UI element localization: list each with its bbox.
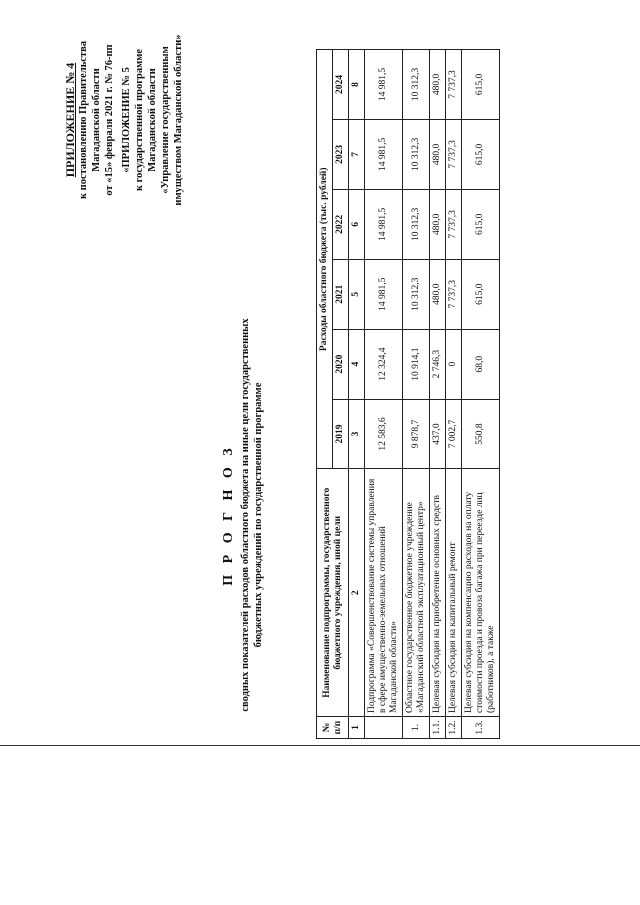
- column-number: 2: [349, 469, 365, 717]
- header-num: № п/п: [317, 717, 349, 739]
- row-num: 1.3.: [462, 717, 500, 739]
- approval-block: [64, 10, 189, 230]
- row-name: Целевая субсидия на приобретение основных средств: [430, 469, 446, 717]
- header-year: 2022: [333, 189, 349, 259]
- row-num: [365, 717, 403, 739]
- row-value: 550,8: [462, 399, 500, 469]
- table-row: [462, 50, 500, 739]
- row-value: 480,0: [430, 50, 446, 120]
- column-number: 1: [349, 717, 365, 739]
- document-subtitle: сводных показателей расходов областного бюджета на иные цели государственных: [240, 318, 251, 712]
- row-value: 14 981,5: [365, 119, 403, 189]
- row-value: 615,0: [462, 259, 500, 329]
- table-row: [403, 50, 430, 739]
- row-value: 10 312,3: [403, 189, 430, 259]
- row-value: 9 878,7: [403, 399, 430, 469]
- table-row: [365, 50, 403, 739]
- column-number: 4: [349, 329, 365, 399]
- row-value: 14 981,5: [365, 50, 403, 120]
- row-value: 480,0: [430, 259, 446, 329]
- approval-line: от «15» февраля 2021 г. № 76-пп: [104, 44, 115, 196]
- row-name: Подпрограмма «Совершенствование системы управления в сфере имущественно-земельных отношений Магаданской области»: [365, 469, 403, 717]
- row-num: 1.: [403, 717, 430, 739]
- row-value: 7 737,3: [446, 259, 462, 329]
- row-name: Целевая субсидия на капитальный ремонт: [446, 469, 462, 717]
- row-value: 615,0: [462, 119, 500, 189]
- row-value: 12 324,4: [365, 329, 403, 399]
- row-value: 10 312,3: [403, 50, 430, 120]
- approval-line: «Управление государственным: [160, 46, 171, 194]
- header-year: 2020: [333, 329, 349, 399]
- row-name: Областное государственное бюджетное учреждение «Магаданский областной эксплуатационный центр»: [403, 469, 430, 717]
- approval-line: Магаданской области: [91, 68, 102, 172]
- document-title-block: [222, 235, 265, 795]
- header-name: Наименование подпрограммы, государственного бюджетного учреждения, иной цели: [317, 469, 349, 717]
- column-number: 5: [349, 259, 365, 329]
- appendix2-title: «ПРИЛОЖЕНИЕ № 5: [121, 67, 132, 173]
- forecast-table: [316, 49, 500, 739]
- column-number: 8: [349, 50, 365, 120]
- row-value: 480,0: [430, 189, 446, 259]
- header-year: 2021: [333, 259, 349, 329]
- header-year: 2024: [333, 50, 349, 120]
- row-value: 615,0: [462, 189, 500, 259]
- column-number: 3: [349, 399, 365, 469]
- row-value: 7 737,3: [446, 119, 462, 189]
- row-value: 10 914,1: [403, 329, 430, 399]
- document-subtitle: бюджетных учреждений по государственной программе: [253, 382, 264, 648]
- column-number-row: [349, 50, 365, 739]
- row-value: 7 737,3: [446, 50, 462, 120]
- row-value: 2 746,3: [430, 329, 446, 399]
- row-num: 1.2.: [446, 717, 462, 739]
- row-value: 68,0: [462, 329, 500, 399]
- table-row: [430, 50, 446, 739]
- header-budget: Расходы областного бюджета (тыс. рублей): [317, 50, 333, 469]
- row-value: 14 981,5: [365, 189, 403, 259]
- row-value: 7 002,7: [446, 399, 462, 469]
- approval-line: к постановлению Правительства: [78, 40, 89, 200]
- approval-line: Магаданской области: [147, 68, 158, 172]
- column-number: 6: [349, 189, 365, 259]
- row-value: 437,0: [430, 399, 446, 469]
- row-value: 7 737,3: [446, 189, 462, 259]
- row-num: 1.1.: [430, 717, 446, 739]
- row-value: 480,0: [430, 119, 446, 189]
- document-title: П Р О Г Н О З: [221, 444, 236, 586]
- header-year: 2023: [333, 119, 349, 189]
- row-value: 14 981,5: [365, 259, 403, 329]
- header-year: 2019: [333, 399, 349, 469]
- row-name: Целевая субсидия на компенсацию расходов на оплату стоимости проезда и провоза багажа при переезде лиц (работников), а также: [462, 469, 500, 717]
- approval-line: имуществом Магаданской области»: [173, 34, 184, 206]
- approval-line: к государственной программе: [134, 48, 145, 192]
- row-value: 10 312,3: [403, 259, 430, 329]
- row-value: 10 312,3: [403, 119, 430, 189]
- table-row: [446, 50, 462, 739]
- row-value: 12 583,6: [365, 399, 403, 469]
- column-number: 7: [349, 119, 365, 189]
- appendix-title: ПРИЛОЖЕНИЕ № 4: [63, 62, 77, 178]
- row-value: 0: [446, 329, 462, 399]
- row-value: 615,0: [462, 50, 500, 120]
